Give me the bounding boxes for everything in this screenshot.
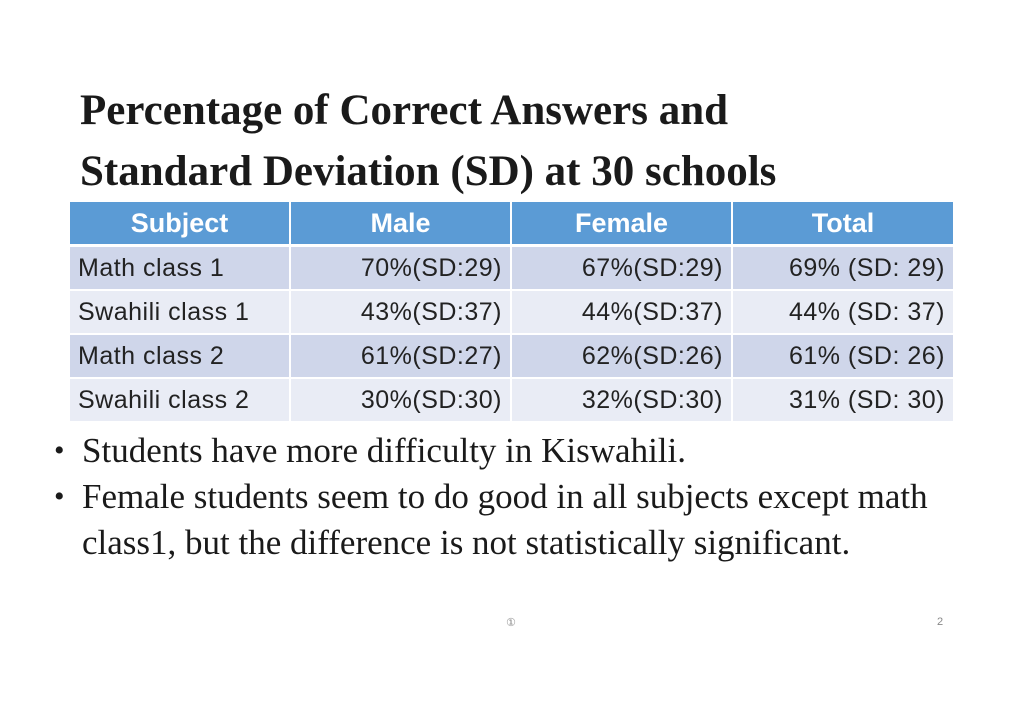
cell-total: 61% (SD: 26) [732, 334, 953, 378]
cell-male: 61%(SD:27) [290, 334, 511, 378]
cell-subject: Math class 1 [70, 246, 290, 291]
table-row [70, 290, 953, 334]
header-male: Male [290, 202, 511, 246]
results-table [70, 202, 953, 423]
bullet-item [54, 428, 954, 474]
footer-circle-mark: ① [506, 616, 516, 629]
header-female: Female [511, 202, 732, 246]
bullet-list [54, 428, 954, 566]
cell-male: 70%(SD:29) [290, 246, 511, 291]
cell-female: 62%(SD:26) [511, 334, 732, 378]
cell-total: 31% (SD: 30) [732, 378, 953, 422]
cell-male: 30%(SD:30) [290, 378, 511, 422]
slide-title-line-2: Standard Deviation (SD) at 30 schools [80, 148, 777, 195]
header-total: Total [732, 202, 953, 246]
table-row [70, 334, 953, 378]
page-number: 2 [937, 616, 944, 628]
table-row [70, 246, 953, 291]
slide-title-line-1: Percentage of Correct Answers and [80, 87, 729, 134]
table-header [70, 202, 953, 246]
cell-female: 67%(SD:29) [511, 246, 732, 291]
bullet-text: Female students seem to do good in all subjects except math class1, but the difference is not statistically significant. [82, 477, 928, 562]
cell-total: 69% (SD: 29) [732, 246, 953, 291]
bullet-dot-icon: • [54, 480, 65, 513]
cell-male: 43%(SD:37) [290, 290, 511, 334]
cell-female: 44%(SD:37) [511, 290, 732, 334]
cell-total: 44% (SD: 37) [732, 290, 953, 334]
table-body [70, 246, 953, 423]
header-subject: Subject [70, 202, 290, 246]
table-row [70, 378, 953, 422]
slide-title [80, 80, 980, 202]
bullet-dot-icon: • [54, 434, 65, 467]
bullet-text: Students have more difficulty in Kiswahili. [82, 431, 686, 470]
cell-female: 32%(SD:30) [511, 378, 732, 422]
cell-subject: Swahili class 1 [70, 290, 290, 334]
cell-subject: Swahili class 2 [70, 378, 290, 422]
bullet-item [54, 474, 954, 566]
cell-subject: Math class 2 [70, 334, 290, 378]
header-row [70, 202, 953, 246]
